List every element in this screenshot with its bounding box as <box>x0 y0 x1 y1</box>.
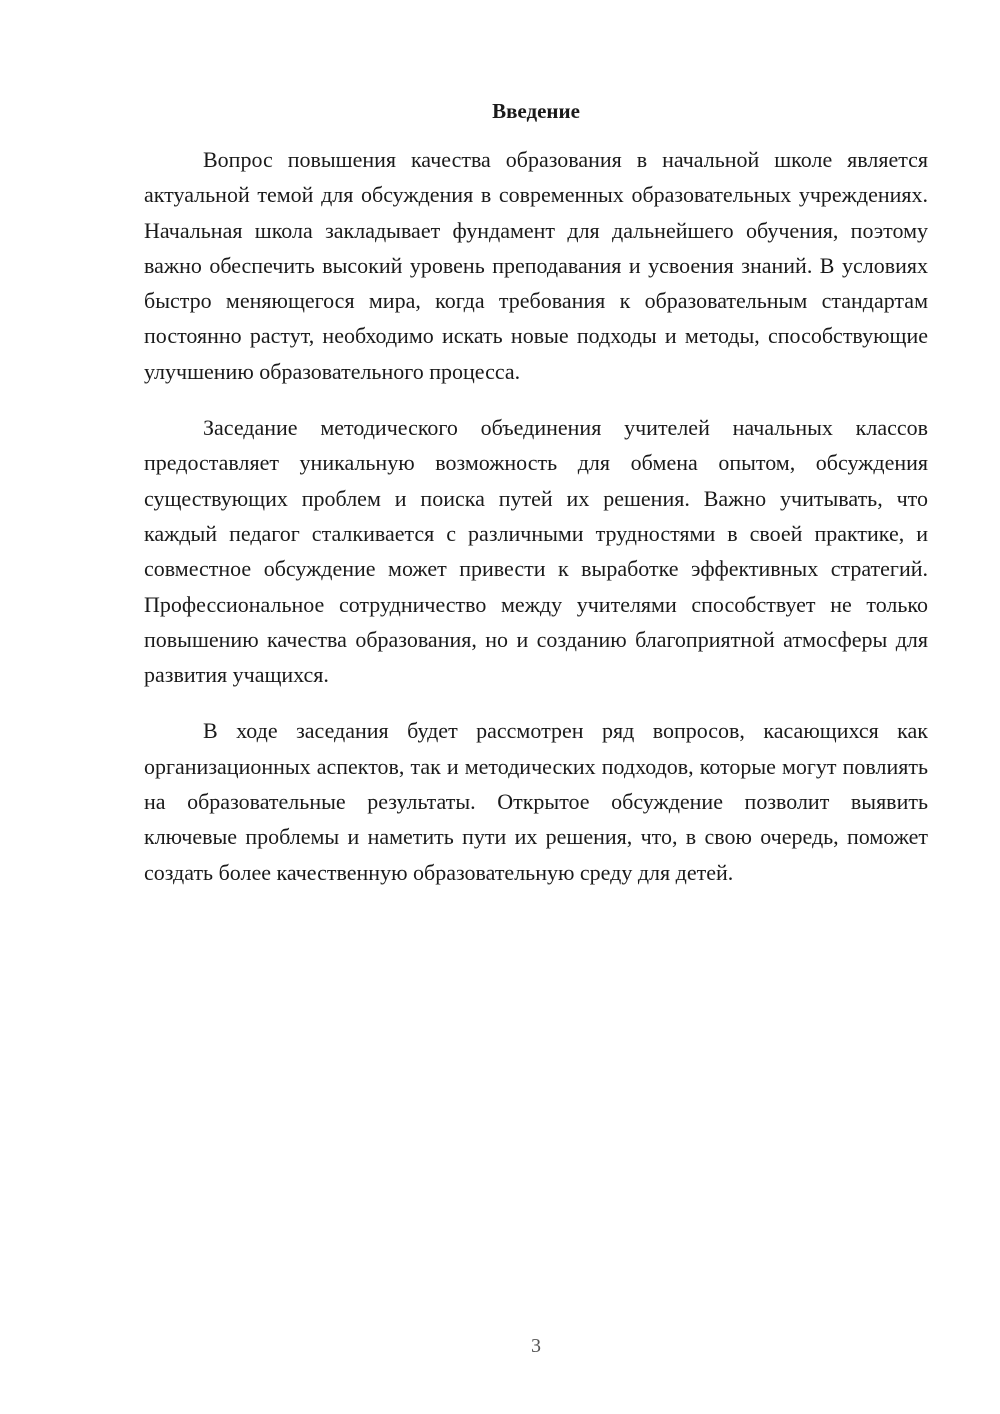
page-number: 3 <box>531 1335 541 1357</box>
paragraph: Вопрос повышения качества образования в начальной школе является актуальной темой для обсуждения в современных образовательных учреждениях. Начальная школа закладывает фундамент для дальнейшего обучения, поэтому важно обеспечить высокий уровень преподавания и усвоения знаний. В условиях быстро меняющегося мира, когда требования к образовательным стандартам постоянно растут, необходимо искать новые подходы и методы, способствующие улучшению образовательного процесса. <box>144 147 928 384</box>
paragraph: В ходе заседания будет рассмотрен ряд вопросов, касающихся как организационных аспектов, так и методических подходов, которые могут повлиять на образовательные результаты. Открытое обсуждение позволит выявить ключевые проблемы и наметить пути их решения, что, в свою очередь, поможет создать более качественную образовательную среду для детей. <box>144 718 928 885</box>
section-title: Введение <box>492 99 580 123</box>
paragraph: Заседание методического объединения учителей начальных классов предоставляет уникальную возможность для обмена опытом, обсуждения существующих проблем и поиска путей их решения. Важно учитывать, что каждый педагог сталкивается с различными трудностями в своей практике, и совместное обсуждение может привести к выработке эффективных стратегий. Профессиональное сотрудничество между учителями способствует не только повышению качества образования, но и созданию благоприятной атмосферы для развития учащихся. <box>144 415 928 688</box>
body-text <box>144 142 928 890</box>
